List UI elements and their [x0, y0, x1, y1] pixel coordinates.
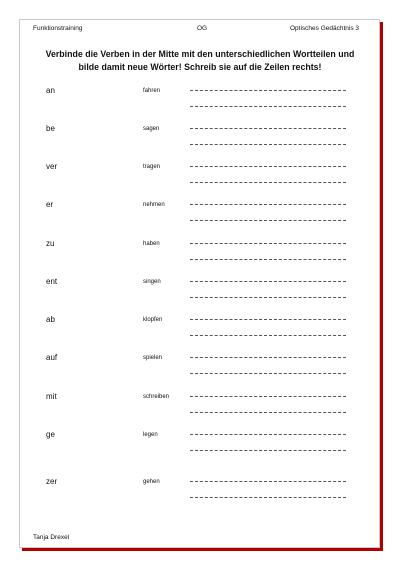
- verb-label: spielen: [143, 355, 163, 361]
- instruction-line-1: Verbinde die Verben in der Mitte mit den unterschiedlichen Wortteilen und: [45, 49, 355, 59]
- verb-label: tragen: [143, 164, 161, 170]
- exercise-row: [0, 162, 400, 192]
- answer-line[interactable]: [190, 373, 346, 374]
- answer-line[interactable]: [190, 412, 346, 413]
- answer-line[interactable]: [190, 319, 346, 320]
- verb-label: fahren: [143, 88, 161, 94]
- instruction-line-2: bilde damit neue Wörter! Schreib sie auf die Zeilen rechts!: [78, 61, 322, 72]
- exercise-row: [0, 200, 400, 230]
- exercise-row: [0, 430, 400, 460]
- prefix-label: an: [46, 86, 55, 95]
- author-footer: Tanja Drexel: [33, 534, 70, 541]
- verb-label: legen: [143, 432, 158, 438]
- prefix-label: ent: [46, 277, 58, 286]
- answer-line[interactable]: [190, 481, 346, 482]
- exercise-row: [0, 392, 400, 422]
- prefix-label: ver: [46, 162, 58, 171]
- exercise-row: [0, 86, 400, 116]
- header-center: OG: [197, 25, 208, 32]
- prefix-label: ab: [46, 315, 55, 324]
- answer-line[interactable]: [190, 243, 346, 244]
- prefix-label: zu: [46, 239, 55, 248]
- exercise-row: [0, 277, 400, 307]
- answer-line[interactable]: [190, 434, 346, 435]
- prefix-label: auf: [46, 353, 58, 362]
- verb-label: sagen: [143, 126, 160, 132]
- answer-line[interactable]: [190, 396, 346, 397]
- prefix-label: mit: [46, 392, 57, 401]
- exercise-row: [0, 315, 400, 345]
- verb-label: schreiben: [143, 394, 170, 400]
- header-right: Optisches Gedächtnis 3: [289, 25, 359, 32]
- answer-line[interactable]: [190, 106, 346, 107]
- answer-line[interactable]: [190, 497, 346, 498]
- answer-line[interactable]: [190, 166, 346, 167]
- verb-label: singen: [143, 279, 161, 285]
- prefix-label: ge: [46, 430, 55, 439]
- answer-line[interactable]: [190, 281, 346, 282]
- answer-line[interactable]: [190, 335, 346, 336]
- verb-label: gehen: [143, 479, 160, 485]
- answer-line[interactable]: [190, 450, 346, 451]
- exercise-row: [0, 353, 400, 383]
- exercise-row: [0, 239, 400, 269]
- answer-line[interactable]: [190, 357, 346, 358]
- prefix-label: be: [46, 124, 55, 133]
- prefix-label: zer: [46, 477, 58, 486]
- exercise-row: [0, 124, 400, 154]
- answer-line[interactable]: [190, 128, 346, 129]
- verb-label: haben: [143, 241, 160, 247]
- answer-line[interactable]: [190, 259, 346, 260]
- answer-line[interactable]: [190, 220, 346, 221]
- verb-label: nehmen: [143, 202, 165, 208]
- verb-label: klopfen: [143, 317, 163, 323]
- answer-line[interactable]: [190, 182, 346, 183]
- answer-line[interactable]: [190, 204, 346, 205]
- answer-line[interactable]: [190, 90, 346, 91]
- answer-line[interactable]: [190, 144, 346, 145]
- answer-line[interactable]: [190, 297, 346, 298]
- prefix-label: er: [46, 200, 54, 209]
- header-left: Funktionstraining: [33, 25, 83, 32]
- exercise-row: [0, 477, 400, 507]
